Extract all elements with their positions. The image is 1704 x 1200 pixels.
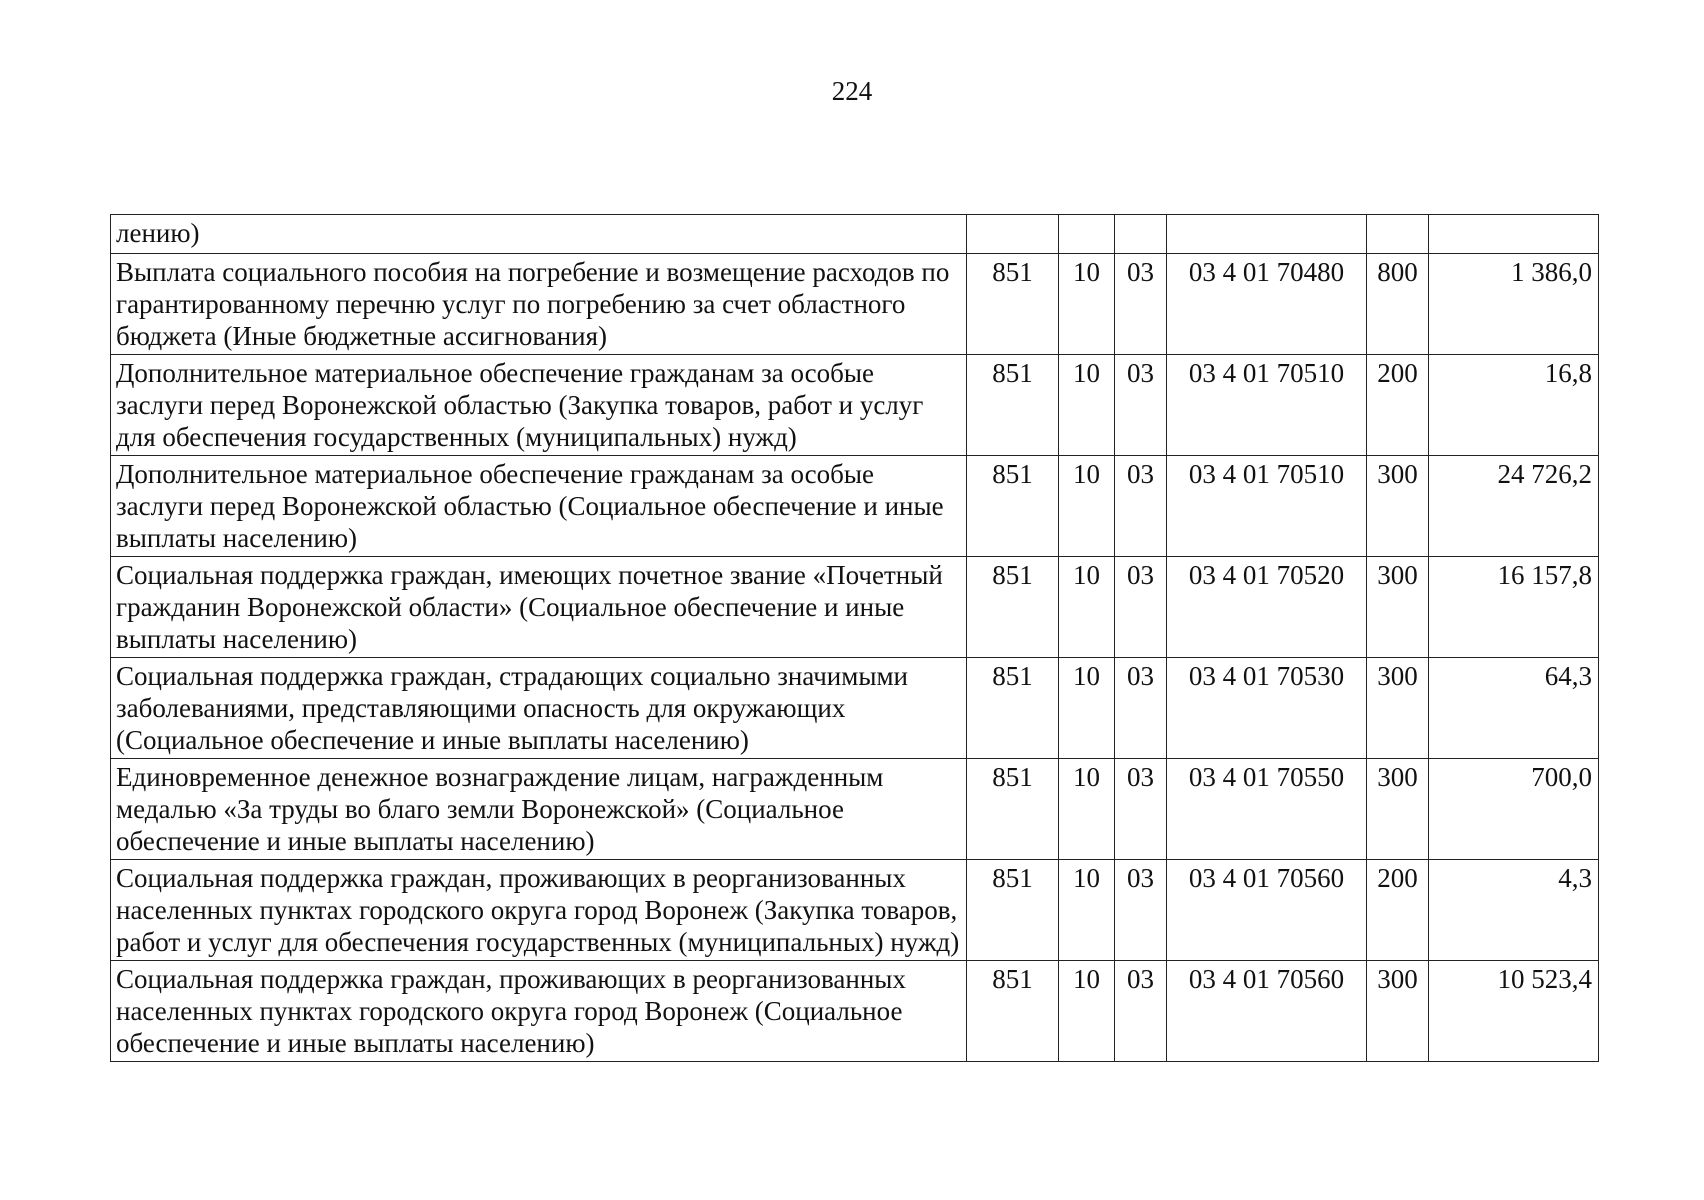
amount-cell: 1 386,0 — [1429, 254, 1599, 355]
subsection-code-cell: 03 — [1115, 658, 1167, 759]
table-row — [111, 961, 1599, 1062]
expense-type-cell: 200 — [1367, 355, 1429, 456]
amount-cell: 24 726,2 — [1429, 456, 1599, 557]
ministry-code-cell: 851 — [967, 254, 1059, 355]
ministry-code-cell: 851 — [967, 759, 1059, 860]
table-row — [111, 860, 1599, 961]
expense-type-cell: 200 — [1367, 860, 1429, 961]
target-article-cell: 03 4 01 70480 — [1167, 254, 1367, 355]
section-code-cell: 10 — [1059, 456, 1115, 557]
subsection-code-cell: 03 — [1115, 456, 1167, 557]
description-cell: Социальная поддержка граждан, проживающих в реорганизованных населенных пунктах городского округа город Воронеж (Закупка товаров, работ и услуг для обеспечения государственных (муниципальных) нужд) — [111, 860, 967, 961]
target-article-cell — [1167, 215, 1367, 254]
table-row — [111, 456, 1599, 557]
description-cell: Единовременное денежное вознаграждение лицам, награжденным медалью «За труды во благо земли Воронежской» (Социальное обеспечение и иные выплаты населению) — [111, 759, 967, 860]
section-code-cell: 10 — [1059, 254, 1115, 355]
amount-cell: 64,3 — [1429, 658, 1599, 759]
page-number: 224 — [831, 76, 873, 106]
amount-cell: 700,0 — [1429, 759, 1599, 860]
expense-type-cell: 300 — [1367, 557, 1429, 658]
amount-cell: 16 157,8 — [1429, 557, 1599, 658]
subsection-code-cell: 03 — [1115, 961, 1167, 1062]
table-row — [111, 215, 1599, 254]
target-article-cell: 03 4 01 70510 — [1167, 355, 1367, 456]
budget-table-body — [111, 215, 1599, 1062]
subsection-code-cell: 03 — [1115, 860, 1167, 961]
section-code-cell: 10 — [1059, 658, 1115, 759]
ministry-code-cell: 851 — [967, 860, 1059, 961]
ministry-code-cell: 851 — [967, 658, 1059, 759]
subsection-code-cell: 03 — [1115, 557, 1167, 658]
amount-cell: 4,3 — [1429, 860, 1599, 961]
expense-type-cell: 300 — [1367, 759, 1429, 860]
description-cell: Социальная поддержка граждан, имеющих почетное звание «Почетный гражданин Воронежской области» (Социальное обеспечение и иные выплаты населению) — [111, 557, 967, 658]
target-article-cell: 03 4 01 70560 — [1167, 860, 1367, 961]
subsection-code-cell — [1115, 215, 1167, 254]
amount-cell — [1429, 215, 1599, 254]
description-cell: Социальная поддержка граждан, страдающих социально значимыми заболеваниями, представляющими опасность для окружающих (Социальное обеспечение и иные выплаты населению) — [111, 658, 967, 759]
section-code-cell: 10 — [1059, 759, 1115, 860]
expense-type-cell: 300 — [1367, 456, 1429, 557]
target-article-cell: 03 4 01 70520 — [1167, 557, 1367, 658]
ministry-code-cell: 851 — [967, 961, 1059, 1062]
target-article-cell: 03 4 01 70550 — [1167, 759, 1367, 860]
description-cell: Дополнительное материальное обеспечение гражданам за особые заслуги перед Воронежской областью (Социальное обеспечение и иные выплаты населению) — [111, 456, 967, 557]
subsection-code-cell: 03 — [1115, 254, 1167, 355]
ministry-code-cell: 851 — [967, 557, 1059, 658]
expense-type-cell — [1367, 215, 1429, 254]
section-code-cell — [1059, 215, 1115, 254]
section-code-cell: 10 — [1059, 860, 1115, 961]
table-row — [111, 658, 1599, 759]
ministry-code-cell: 851 — [967, 456, 1059, 557]
target-article-cell: 03 4 01 70530 — [1167, 658, 1367, 759]
description-cell: Дополнительное материальное обеспечение гражданам за особые заслуги перед Воронежской областью (Закупка товаров, работ и услуг для обеспечения государственных (муниципальных) нужд) — [111, 355, 967, 456]
expense-type-cell: 300 — [1367, 658, 1429, 759]
amount-cell: 16,8 — [1429, 355, 1599, 456]
table-row — [111, 355, 1599, 456]
description-cell: лению) — [111, 215, 967, 254]
ministry-code-cell — [967, 215, 1059, 254]
expense-type-cell: 300 — [1367, 961, 1429, 1062]
table-row — [111, 254, 1599, 355]
target-article-cell: 03 4 01 70510 — [1167, 456, 1367, 557]
section-code-cell: 10 — [1059, 557, 1115, 658]
ministry-code-cell: 851 — [967, 355, 1059, 456]
section-code-cell: 10 — [1059, 961, 1115, 1062]
table-row — [111, 759, 1599, 860]
target-article-cell: 03 4 01 70560 — [1167, 961, 1367, 1062]
table-row — [111, 557, 1599, 658]
description-cell: Социальная поддержка граждан, проживающих в реорганизованных населенных пунктах городского округа город Воронеж (Социальное обеспечение и иные выплаты населению) — [111, 961, 967, 1062]
subsection-code-cell: 03 — [1115, 759, 1167, 860]
budget-table — [110, 214, 1599, 1062]
expense-type-cell: 800 — [1367, 254, 1429, 355]
subsection-code-cell: 03 — [1115, 355, 1167, 456]
description-cell: Выплата социального пособия на погребение и возмещение расходов по гарантированному перечню услуг по погребению за счет областного бюджета (Иные бюджетные ассигнования) — [111, 254, 967, 355]
section-code-cell: 10 — [1059, 355, 1115, 456]
amount-cell: 10 523,4 — [1429, 961, 1599, 1062]
